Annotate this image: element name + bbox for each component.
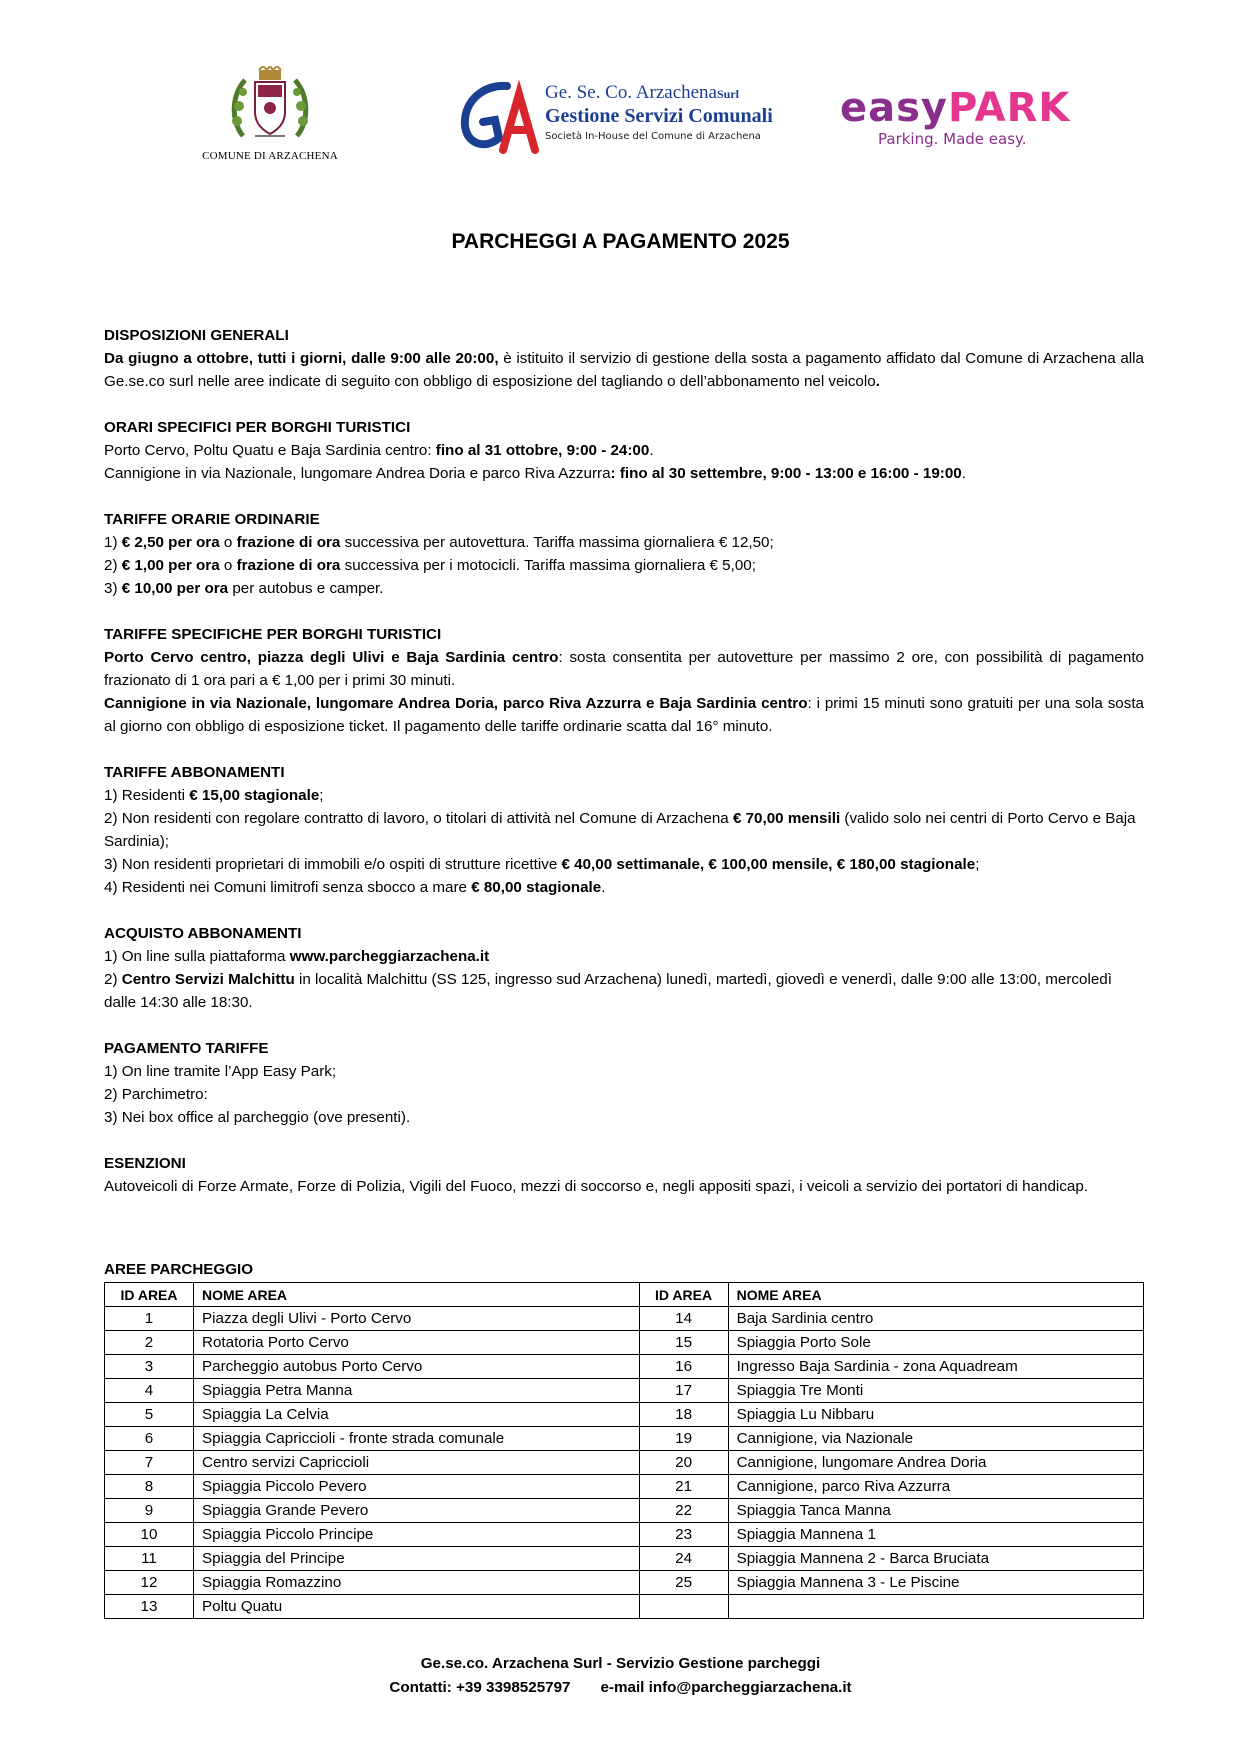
section-paragraph: Porto Cervo centro, piazza degli Ulivi e Baja Sardinia centro: sosta consentita per autovetture per massimo 2 ore, con possibilità di pagamento frazionato di 1 ora pari a € 1,00 per i primi 30 minuti.: [104, 649, 1144, 689]
table-row: [105, 1451, 1144, 1475]
section-heading: ESENZIONI: [104, 1155, 186, 1172]
list-item: 1) On line tramite l’App Easy Park;: [104, 1063, 337, 1080]
area-id-cell: 4: [105, 1379, 194, 1403]
section-heading: TARIFFE SPECIFICHE PER BORGHI TURISTICI: [104, 626, 442, 643]
areas-table-body: [105, 1307, 1144, 1619]
page-title: PARCHEGGI A PAGAMENTO 2025: [451, 230, 790, 253]
table-row: [105, 1547, 1144, 1571]
area-id-cell: 16: [639, 1355, 728, 1379]
area-name-cell: Cannigione, via Nazionale: [728, 1427, 1143, 1451]
area-name-cell: Cannigione, parco Riva Azzurra: [728, 1475, 1143, 1499]
list-item: 3) Non residenti proprietari di immobili e/o ospiti di strutture ricettive € 40,00 settimanale, € 100,00 mensile, € 180,00 stagionale;: [104, 856, 980, 873]
area-id-cell: 17: [639, 1379, 728, 1403]
section-pagamento: [104, 1037, 1144, 1129]
section-abbonamenti: [104, 761, 1144, 899]
list-item: 1) € 2,50 per ora o frazione di ora successiva per autovettura. Tariffa massima giornaliera € 12,50;: [104, 534, 774, 551]
gesco-subtitle: Gestione Servizi Comunali: [545, 105, 773, 127]
easypark-tagline: Parking. Made easy.: [878, 130, 1027, 148]
footer-email[interactable]: e-mail info@parcheggiarzachena.it: [600, 1679, 852, 1696]
area-id-cell: 1: [105, 1307, 194, 1331]
areas-table: [104, 1282, 1144, 1619]
table-row: [105, 1355, 1144, 1379]
table-row: [105, 1595, 1144, 1619]
area-name-cell: Spiaggia Mannena 1: [728, 1523, 1143, 1547]
list-item: 2) Non residenti con regolare contratto di lavoro, o titolari di attività nel Comune di Arzachena € 70,00 mensili (valido solo nei centri di Porto Cervo e Baja Sardinia);: [104, 810, 1136, 850]
comune-caption: COMUNE DI ARZACHENA: [202, 150, 338, 162]
area-id-cell: 10: [105, 1523, 194, 1547]
table-row: [105, 1499, 1144, 1523]
area-id-cell: 24: [639, 1547, 728, 1571]
area-id-cell: 11: [105, 1547, 194, 1571]
gesco-tagline: Società In-House del Comune di Arzachena: [545, 131, 761, 142]
table-row: [105, 1403, 1144, 1427]
table-row: [105, 1331, 1144, 1355]
area-name-cell: Spiaggia Petra Manna: [194, 1379, 640, 1403]
area-name-cell: Poltu Quatu: [194, 1595, 640, 1619]
area-id-cell: 18: [639, 1403, 728, 1427]
section-heading: TARIFFE ABBONAMENTI: [104, 764, 285, 781]
footer-line: Ge.se.co. Arzachena Surl - Servizio Gestione parcheggi: [420, 1655, 821, 1672]
easypark-wordmark: easyPARK: [840, 85, 1071, 131]
section-heading: PAGAMENTO TARIFFE: [104, 1040, 269, 1057]
list-item: 4) Residenti nei Comuni limitrofi senza sbocco a mare € 80,00 stagionale.: [104, 879, 606, 896]
column-header-name: NOME AREA: [728, 1283, 1143, 1307]
area-id-cell: 12: [105, 1571, 194, 1595]
area-id-cell: 25: [639, 1571, 728, 1595]
section-text: Autoveicoli di Forze Armate, Forze di Polizia, Vigili del Fuoco, mezzi di soccorso e, negli appositi spazi, i veicoli a servizio dei portatori di handicap.: [104, 1178, 1088, 1195]
column-header-id: ID AREA: [105, 1283, 194, 1307]
section-tariffe-ordinarie: [104, 508, 1144, 600]
area-id-cell: 2: [105, 1331, 194, 1355]
footer-contacts: [0, 1676, 1241, 1700]
area-id-cell: 6: [105, 1427, 194, 1451]
easypark-logo: [840, 85, 1090, 148]
area-id-cell: [639, 1595, 728, 1619]
area-id-cell: 8: [105, 1475, 194, 1499]
table-row: [105, 1427, 1144, 1451]
section-esenzioni: [104, 1152, 1144, 1198]
area-name-cell: Spiaggia Tre Monti: [728, 1379, 1143, 1403]
column-header-name: NOME AREA: [194, 1283, 640, 1307]
table-row: [105, 1571, 1144, 1595]
section-line: Porto Cervo, Poltu Quatu e Baja Sardinia centro: fino al 31 ottobre, 9:00 - 24:00.: [104, 442, 654, 459]
section-acquisto: [104, 922, 1144, 1014]
area-name-cell: Spiaggia Porto Sole: [728, 1331, 1143, 1355]
area-name-cell: [728, 1595, 1143, 1619]
area-name-cell: Spiaggia Mannena 3 - Le Piscine: [728, 1571, 1143, 1595]
area-id-cell: 13: [105, 1595, 194, 1619]
gesco-name: Ge. Se. Co. ArzachenaSurl: [545, 82, 740, 103]
list-item: 1) On line sulla piattaforma www.parcheggiarzachena.it: [104, 948, 490, 965]
section-tariffe-borghi: [104, 623, 1144, 738]
section-heading: TARIFFE ORARIE ORDINARIE: [104, 511, 320, 528]
gesco-logo: [455, 76, 785, 156]
table-row: [105, 1379, 1144, 1403]
area-name-cell: Spiaggia del Principe: [194, 1547, 640, 1571]
area-name-cell: Spiaggia Romazzino: [194, 1571, 640, 1595]
area-id-cell: 21: [639, 1475, 728, 1499]
area-name-cell: Ingresso Baja Sardinia - zona Aquadream: [728, 1355, 1143, 1379]
column-header-id: ID AREA: [639, 1283, 728, 1307]
section-heading: ACQUISTO ABBONAMENTI: [104, 925, 302, 942]
area-id-cell: 9: [105, 1499, 194, 1523]
section-heading: ORARI SPECIFICI PER BORGHI TURISTICI: [104, 419, 411, 436]
area-id-cell: 22: [639, 1499, 728, 1523]
area-name-cell: Spiaggia Mannena 2 - Barca Bruciata: [728, 1547, 1143, 1571]
section-line: Cannigione in via Nazionale, lungomare Andrea Doria e parco Riva Azzurra: fino al 30 settembre, 9:00 - 13:00 e 16:00 - 19:00.: [104, 465, 966, 482]
table-row: [105, 1307, 1144, 1331]
area-name-cell: Parcheggio autobus Porto Cervo: [194, 1355, 640, 1379]
list-item: 2) Parchimetro:: [104, 1086, 208, 1103]
area-name-cell: Spiaggia Lu Nibbaru: [728, 1403, 1143, 1427]
gesco-ga-mark-icon: [455, 76, 545, 156]
area-id-cell: 20: [639, 1451, 728, 1475]
table-row: [105, 1523, 1144, 1547]
list-item: 3) € 10,00 per ora per autobus e camper.: [104, 580, 384, 597]
areas-heading: AREE PARCHEGGIO: [104, 1261, 254, 1278]
header-logos: [0, 60, 1241, 180]
area-id-cell: 7: [105, 1451, 194, 1475]
section-paragraph: Cannigione in via Nazionale, lungomare Andrea Doria, parco Riva Azzurra e Baja Sardinia centro: i primi 15 minuti sono gratuiti per una sola sosta al giorno con obbligo di esposizione ticket. Il pagamento delle tariffe ordinarie scatta dal 16° minuto.: [104, 695, 1144, 735]
section-disposizioni: [104, 324, 1144, 393]
document-body: [104, 324, 1144, 1221]
area-name-cell: Piazza degli Ulivi - Porto Cervo: [194, 1307, 640, 1331]
table-header-row: [105, 1283, 1144, 1307]
area-name-cell: Spiaggia La Celvia: [194, 1403, 640, 1427]
area-id-cell: 23: [639, 1523, 728, 1547]
list-item: 2) € 1,00 per ora o frazione di ora successiva per i motocicli. Tariffa massima giornaliera € 5,00;: [104, 557, 756, 574]
area-name-cell: Spiaggia Grande Pevero: [194, 1499, 640, 1523]
area-name-cell: Cannigione, lungomare Andrea Doria: [728, 1451, 1143, 1475]
area-id-cell: 3: [105, 1355, 194, 1379]
area-name-cell: Spiaggia Piccolo Principe: [194, 1523, 640, 1547]
section-text: Da giugno a ottobre, tutti i giorni, dalle 9:00 alle 20:00, è istituito il servizio di gestione della sosta a pagamento affidato dal Comune di Arzachena alla Ge.se.co surl nelle aree indicate di seguito con obbligo di esposizione del tagliando o dell’abbonamento nel veicolo.: [104, 350, 1144, 390]
table-row: [105, 1475, 1144, 1499]
area-id-cell: 15: [639, 1331, 728, 1355]
website-link[interactable]: www.parcheggiarzachena.it: [289, 948, 490, 965]
footer: [0, 1652, 1241, 1700]
area-id-cell: 5: [105, 1403, 194, 1427]
coat-of-arms-icon: [225, 66, 315, 146]
list-item: 2) Centro Servizi Malchittu in località Malchittu (SS 125, ingresso sud Arzachena) lunedì, martedì, giovedì e venerdì, dalle 9:00 alle 13:00, mercoledì dalle 14:30 alle 18:30.: [104, 971, 1112, 1011]
list-item: 1) Residenti € 15,00 stagionale;: [104, 787, 324, 804]
area-name-cell: Spiaggia Capriccioli - fronte strada comunale: [194, 1427, 640, 1451]
area-name-cell: Centro servizi Capriccioli: [194, 1451, 640, 1475]
comune-logo: [195, 66, 345, 162]
area-id-cell: 19: [639, 1427, 728, 1451]
section-orari: [104, 416, 1144, 485]
area-name-cell: Baja Sardinia centro: [728, 1307, 1143, 1331]
section-heading: DISPOSIZIONI GENERALI: [104, 327, 289, 344]
list-item: 3) Nei box office al parcheggio (ove presenti).: [104, 1109, 411, 1126]
area-name-cell: Spiaggia Tanca Manna: [728, 1499, 1143, 1523]
area-name-cell: Spiaggia Piccolo Pevero: [194, 1475, 640, 1499]
area-name-cell: Rotatoria Porto Cervo: [194, 1331, 640, 1355]
footer-phone: Contatti: +39 3398525797: [389, 1679, 571, 1696]
area-id-cell: 14: [639, 1307, 728, 1331]
